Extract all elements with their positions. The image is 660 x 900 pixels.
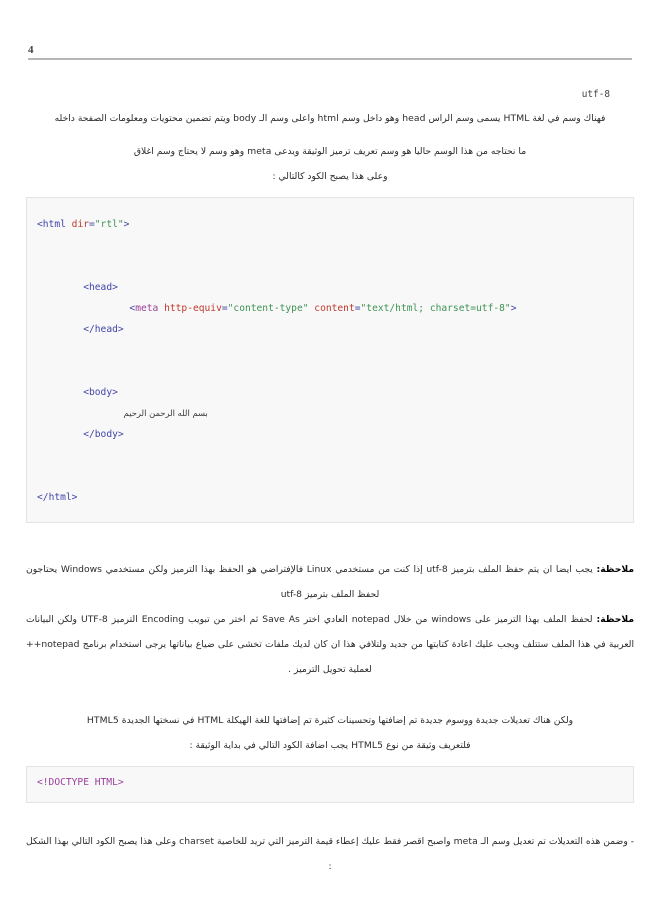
html5-paragraph-1: ولكن هناك تعديلات جديدة ووسوم جديدة تم إضافتها وتحسينات كثيرة تم إضافتها للغة الهيكلة HTML في نسختها الجديدة HTML5	[86, 715, 574, 726]
code-line-html-open	[37, 214, 623, 235]
code-token-attr: content	[314, 303, 355, 314]
code-line-meta	[37, 298, 623, 319]
code-block-doctype	[26, 766, 634, 803]
code-line-blank-1	[37, 235, 623, 256]
code-token-indent	[37, 282, 83, 293]
code-token-punct: =	[221, 303, 228, 314]
spacer	[26, 131, 634, 139]
spacer	[26, 189, 634, 197]
code-line-html-close	[37, 487, 623, 508]
code-token-punct: >	[510, 303, 517, 314]
code-line-doctype	[37, 774, 623, 795]
spacer	[26, 682, 634, 708]
code-line-blank-3	[37, 340, 623, 361]
code-token-punct: =	[354, 303, 361, 314]
code-token-attr: http-equiv	[164, 303, 222, 314]
code-token-punct: <	[83, 387, 89, 398]
note-1-text: يجب ايضا ان يتم حفظ الملف بترميز utf-8 إذا كنت من مستخدمي Linux فالإفتراضي هو الحفظ بهذا الترميز ولكن مستخدمي Windows يحتاجون لحفظ الملف بترميز utf-8	[26, 564, 597, 600]
code-token-attr: dir	[71, 219, 89, 230]
encoding-label: utf-8	[581, 89, 610, 100]
code-token-tag: html	[42, 219, 72, 230]
code-token-indent	[37, 429, 83, 440]
code-line-body-close	[37, 424, 623, 445]
code-token-punct: <	[129, 303, 136, 314]
code-token-indent	[37, 303, 129, 314]
code-token-indent	[37, 324, 83, 335]
code-line-blank-2	[37, 256, 623, 277]
code-token-arabic: بسم الله الرحمن الرحيم	[123, 408, 208, 418]
code-token-punct: <	[37, 219, 43, 230]
code-line-body-open	[37, 382, 623, 403]
code-token-punct: >	[123, 219, 130, 230]
spacer	[26, 758, 634, 766]
page-header	[28, 44, 632, 60]
code-token-punct: >	[112, 282, 118, 293]
intro-paragraph-1: فهناك وسم في لغة HTML يسمى وسم الراس head وهو داخل وسم html واعلى وسم الـ body ويتم تضمين محتويات ومعلومات الصفحة داخله	[54, 113, 606, 124]
note-1-label: ملاحظة:	[596, 564, 635, 575]
intro-paragraph-2: ما نحتاجه من هذا الوسم حاليا هو وسم تعريف ترميز الوثيقة ويدعى meta وهو وسم لا يحتاج وسم اغلاق	[133, 146, 527, 157]
code-token-tag: body	[94, 429, 118, 440]
code-token-doctype: <!DOCTYPE HTML>	[37, 777, 124, 788]
code-token-punct: >	[117, 429, 124, 440]
code-line-blank-4	[37, 361, 623, 382]
spacer	[26, 523, 634, 557]
code-line-basmala	[37, 403, 623, 424]
code-token-punct: </	[37, 492, 49, 503]
code-token-punct: >	[117, 324, 124, 335]
note-2-text: لحفظ الملف بهذا الترميز على windows من خلال notepad العادي اختر Save As ثم اختر من تبويب Encoding الترميز UTF-8 ولكن البيانات العربية في هذا الملف ستتلف ويجب عليك اعادة كتابتها من جديد ولتلافي هذا ان كان لديك ملفات تخشى على ضياع بياناتها يرجى استخدام برنامج notepad++ لعملية تحويل الترميز .	[26, 614, 634, 675]
note-2	[26, 607, 634, 682]
code-line-blank-6	[37, 466, 623, 487]
header-divider	[28, 58, 632, 60]
code-token-tag: body	[89, 387, 113, 398]
code-token-name: meta	[135, 303, 165, 314]
code-token-val: "text/html; charset=utf-8"	[360, 303, 511, 314]
code-line-head-open	[37, 277, 623, 298]
closing-paragraph: - وضمن هذه التعديلات تم تعديل وسم الـ meta واصبح اقصر فقط عليك إعطاء قيمة الترميز التي تريد للخاصية charset وعلى هذا يصبح الكود التالي بهذا الشكل :	[26, 836, 635, 872]
code-token-punct: >	[71, 492, 78, 503]
page-number: 4	[28, 44, 34, 56]
code-token-punct: =	[89, 219, 95, 230]
code-token-indent	[37, 387, 83, 398]
spacer	[26, 803, 634, 829]
page-content	[26, 78, 634, 890]
code-token-punct: >	[112, 387, 118, 398]
code-token-indent	[37, 408, 124, 419]
code-block-html-document	[26, 197, 634, 523]
code-token-val: "content-type"	[227, 303, 309, 314]
code-token-tag: head	[94, 324, 118, 335]
code-line-blank-5	[37, 445, 623, 466]
note-2-label: ملاحظة:	[596, 614, 635, 625]
code-token-val: "rtl"	[94, 219, 124, 230]
note-1	[26, 557, 634, 607]
html5-paragraph-2: فلتعريف وثيقة من نوع HTML5 يجب اضافة الكود التالي في بداية الوثيقة :	[189, 740, 471, 751]
code-token-punct: </	[83, 429, 95, 440]
intro-paragraph-3: وعلى هذا يصبح الكود كالتالي :	[272, 171, 388, 182]
code-line-head-close	[37, 319, 623, 340]
code-token-tag: head	[89, 282, 113, 293]
code-token-punct: </	[83, 324, 95, 335]
code-token-tag: html	[48, 492, 72, 503]
code-token-punct: <	[83, 282, 89, 293]
